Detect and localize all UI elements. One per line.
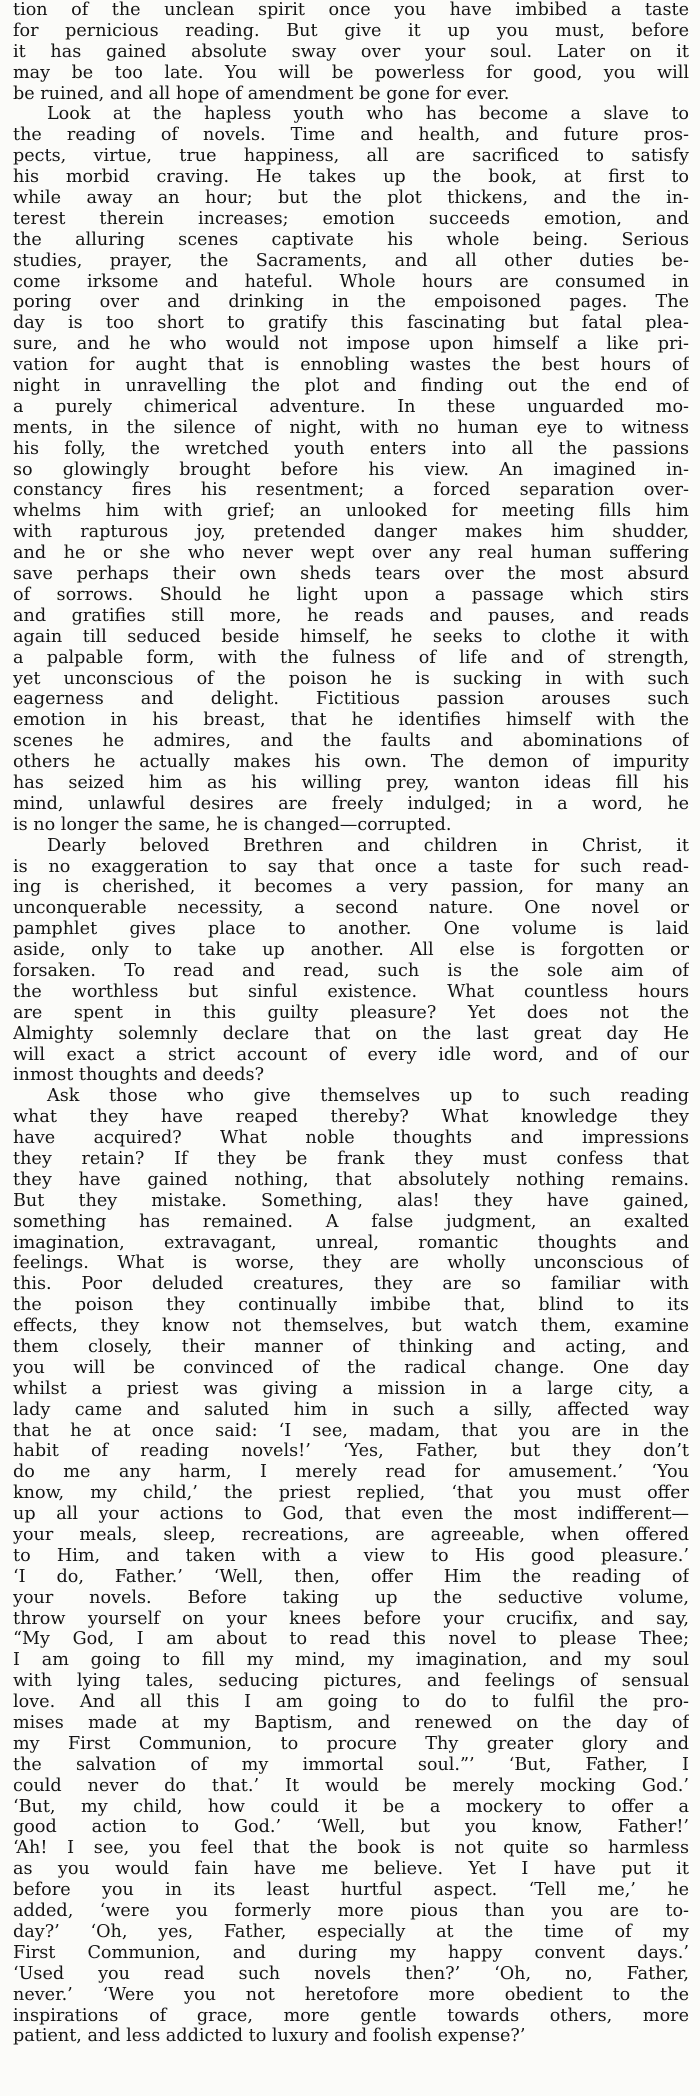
text-line: scenes he admires, and the faults and abominations of xyxy=(13,731,689,752)
text-line: inspirations of grace, more gentle towards others, more xyxy=(13,2005,689,2026)
text-line: what they have reaped thereby? What knowledge they xyxy=(13,1107,689,1128)
text-line: vation for aught that is ennobling wastes the best hours of xyxy=(13,355,689,376)
paragraph xyxy=(13,104,689,835)
text-line: before you in its least hurtful aspect. ‘Tell me,’ he xyxy=(13,1880,689,1901)
text-line: are spent in this guilty pleasure? Yet does not the xyxy=(13,1002,689,1023)
text-line: tion of the unclean spirit once you have imbibed a taste xyxy=(13,0,689,20)
text-line: First Communion, and during my happy convent days.’ xyxy=(13,1942,689,1963)
text-line: aside, only to take up another. All else is forgotten or xyxy=(13,940,689,961)
text-line: you will be convinced of the radical change. One day xyxy=(13,1357,689,1378)
text-line: sure, and he who would not impose upon himself a like pri- xyxy=(13,334,689,355)
text-line: as you would fain have me believe. Yet I have put it xyxy=(13,1859,689,1880)
text-line: with lying tales, seducing pictures, and feelings of sensual xyxy=(13,1671,689,1692)
text-line: your meals, sleep, recreations, are agreeable, when offered xyxy=(13,1525,689,1546)
text-line: poring over and drinking in the empoisoned pages. The xyxy=(13,292,689,313)
text-line: patient, and less addicted to luxury and foolish expense?’ xyxy=(13,2026,526,2047)
text-line: ments, in the silence of night, with no human eye to witness xyxy=(13,417,689,438)
text-line: so glowingly brought before his view. An imagined in- xyxy=(13,459,689,480)
paragraph xyxy=(13,836,689,1087)
text-line: your novels. Before taking up the seductive volume, xyxy=(13,1587,689,1608)
text-line: them closely, their manner of thinking and acting, and xyxy=(13,1337,689,1357)
text-line: mises made at my Baptism, and renewed on the day of xyxy=(13,1713,689,1734)
text-line: and he or she who never wept over any real human suffering xyxy=(13,543,689,564)
text-line: while away an hour; but the plot thickens, and the in- xyxy=(13,188,689,209)
text-line: the salvation of my immortal soul.”’ ‘But, Father, I xyxy=(13,1754,689,1775)
text-line: “My God, I am about to read this novel to please Thee; xyxy=(13,1629,689,1650)
text-line: a palpable form, with the fulness of life and of strength, xyxy=(13,647,689,668)
text-line: something has remained. A false judgment, an exalted xyxy=(13,1211,689,1232)
text-line: may be too late. You will be powerless for good, you will xyxy=(13,62,689,83)
text-line: will exact a strict account of every idle word, and of our xyxy=(13,1044,689,1065)
text-line: imagination, extravagant, unreal, romantic thoughts and xyxy=(13,1232,689,1253)
text-line: But they mistake. Something, alas! they have gained, xyxy=(13,1190,689,1211)
text-line: studies, prayer, the Sacraments, and all other duties be- xyxy=(13,250,689,271)
text-line: good action to God.’ ‘Well, but you know, Father!’ xyxy=(13,1817,689,1838)
text-line: night in unravelling the plot and finding out the end of xyxy=(13,376,689,397)
text-line: whelms him with grief; an unlooked for meeting fills him xyxy=(13,501,689,522)
text-line: the reading of novels. Time and health, and future pros- xyxy=(13,125,689,146)
text-line: again till seduced beside himself, he seeks to clothe it with xyxy=(13,626,689,647)
text-line: love. And all this I am going to do to fulfil the pro- xyxy=(13,1692,689,1713)
text-line: my First Communion, to procure Thy greater glory and xyxy=(13,1733,689,1754)
text-line: the poison they continually imbibe that, blind to its xyxy=(13,1295,689,1316)
text-line: is no exaggeration to say that once a taste for such read- xyxy=(13,856,689,877)
text-line: of sorrows. Should he light upon a passage which stirs xyxy=(13,584,689,605)
text-line: ‘But, my child, how could it be a mockery to offer a xyxy=(13,1796,689,1817)
text-line: yet unconscious of the poison he is sucking in with such xyxy=(13,668,689,689)
text-line: the alluring scenes captivate his whole being. Serious xyxy=(13,229,689,250)
text-line: pamphlet gives place to another. One volume is laid xyxy=(13,919,689,940)
text-line: with rapturous joy, pretended danger makes him shudder, xyxy=(13,522,689,543)
text-line: come irksome and hateful. Whole hours are consumed in xyxy=(13,271,689,292)
text-line: be ruined, and all hope of amendment be gone for ever. xyxy=(13,83,510,104)
text-line: a purely chimerical adventure. In these unguarded mo- xyxy=(13,396,689,417)
text-line: Almighty solemnly declare that on the last great day He xyxy=(13,1023,689,1044)
text-line: do me any harm, I merely read for amusement.’ ‘You xyxy=(13,1462,689,1483)
text-line: they have gained nothing, that absolutely nothing remains. xyxy=(13,1169,689,1190)
text-line: to Him, and taken with a view to His good pleasure.’ xyxy=(13,1545,689,1566)
text-line: forsaken. To read and read, such is the sole aim of xyxy=(13,960,689,981)
text-line: feelings. What is worse, they are wholly unconscious of xyxy=(13,1253,689,1274)
text-line: day?’ ‘Oh, yes, Father, especially at the time of my xyxy=(13,1921,689,1942)
text-line: it has gained absolute sway over your soul. Later on it xyxy=(13,41,689,62)
text-line: that he at once said: ‘I see, madam, that you are in the xyxy=(13,1420,689,1441)
text-line: ‘Ah! I see, you feel that the book is not quite so harmless xyxy=(13,1838,689,1859)
text-line: ‘Used you read such novels then?’ ‘Oh, no, Father, xyxy=(13,1963,689,1984)
text-line: constancy fires his resentment; a forced separation over- xyxy=(13,480,689,501)
paragraph xyxy=(13,0,689,104)
text-line: up all your actions to God, that even the most indifferent— xyxy=(13,1504,689,1525)
paragraph xyxy=(13,1086,689,2047)
text-line: and gratifies still more, he reads and pauses, and reads xyxy=(13,605,689,626)
text-line: have acquired? What noble thoughts and impressions xyxy=(13,1128,689,1149)
text-line: never.’ ‘Were you not heretofore more obedient to the xyxy=(13,1984,689,2005)
text-line: effects, they know not themselves, but watch them, examine xyxy=(13,1316,689,1337)
text-line: know, my child,’ the priest replied, ‘that you must offer xyxy=(13,1483,689,1504)
text-line: terest therein increases; emotion succeeds emotion, and xyxy=(13,208,689,229)
text-line: for pernicious reading. But give it up you must, before xyxy=(13,20,689,41)
text-line: unconquerable necessity, a second nature. One novel or xyxy=(13,898,689,919)
text-line: ‘I do, Father.’ ‘Well, then, offer Him the reading of xyxy=(13,1566,689,1587)
text-line: I am going to fill my mind, my imagination, and my soul xyxy=(13,1650,689,1671)
text-line: emotion in his breast, that he identifies himself with the xyxy=(13,710,689,731)
text-line: his folly, the wretched youth enters into all the passions xyxy=(13,438,689,459)
text-line: is no longer the same, he is changed—corrupted. xyxy=(13,814,452,835)
text-line: save perhaps their own sheds tears over the most absurd xyxy=(13,564,689,585)
text-line: others he actually makes his own. The demon of impurity xyxy=(13,752,689,773)
text-line: added, ‘were you formerly more pious than you are to- xyxy=(13,1901,689,1922)
text-line: lady came and saluted him in such a silly, affected way xyxy=(13,1399,689,1420)
text-line: his morbid craving. He takes up the book, at first to xyxy=(13,167,689,188)
text-line: pects, virtue, true happiness, all are sacrificed to satisfy xyxy=(13,146,689,167)
text-line: eagerness and delight. Fictitious passion arouses such xyxy=(13,689,689,710)
text-line: ing is cherished, it becomes a very passion, for many an xyxy=(13,877,689,898)
text-line: inmost thoughts and deeds? xyxy=(13,1065,265,1086)
text-line: could never do that.’ It would be merely mocking God.’ xyxy=(13,1775,689,1796)
text-line: they retain? If they be frank they must confess that xyxy=(13,1148,689,1169)
text-line: habit of reading novels!’ ‘Yes, Father, but they don’t xyxy=(13,1441,689,1462)
text-line: this. Poor deluded creatures, they are so familiar with xyxy=(13,1274,689,1295)
text-line: mind, unlawful desires are freely indulged; in a word, he xyxy=(13,793,689,814)
text-line: Look at the hapless youth who has become a slave to xyxy=(47,104,689,125)
text-line: whilst a priest was giving a mission in a large city, a xyxy=(13,1378,689,1399)
text-line: has seized him as his willing prey, wanton ideas fill his xyxy=(13,772,689,793)
text-line: Dearly beloved Brethren and children in Christ, it xyxy=(47,835,689,856)
text-line: day is too short to gratify this fascinating but fatal plea- xyxy=(13,313,689,334)
text-line: throw yourself on your knees before your crucifix, and say, xyxy=(13,1608,689,1629)
text-line: Ask those who give themselves up to such reading xyxy=(47,1086,689,1107)
text-line: the worthless but sinful existence. What countless hours xyxy=(13,981,689,1002)
